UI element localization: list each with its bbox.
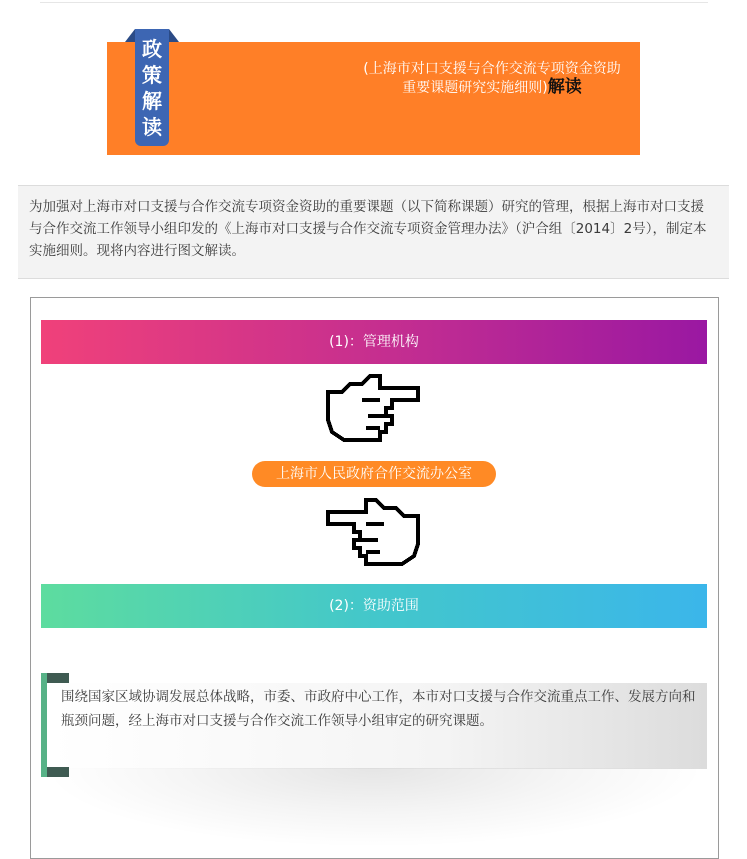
intro-text: 为加强对上海市对口支援与合作交流专项资金资助的重要课题（以下简称课题）研究的管理，根据上海市对口支援与合作交流工作领导小组印发的《上海市对口支援与合作交流专项资金管理办法》（沪合组〔2014〕2号），制定本实施细则。现将内容进行图文解读。 bbox=[29, 199, 707, 259]
intro-box bbox=[18, 185, 729, 279]
policy-banner bbox=[107, 42, 640, 155]
policy-tab-text: 政策解读 bbox=[142, 36, 162, 139]
policy-tab-label bbox=[135, 29, 169, 146]
quote-accent-bar bbox=[41, 673, 47, 777]
pointing-hand-left-icon bbox=[322, 498, 424, 578]
section-header-management: (1)：管理机构 bbox=[41, 320, 707, 364]
quote-cap-top bbox=[47, 673, 69, 683]
banner-title-main: (上海市对口支援与合作交流专项资金资助重要课题研究实施细则) bbox=[363, 61, 621, 96]
pointing-hand-right-icon bbox=[322, 374, 424, 454]
scope-text: 围绕国家区域协调发展总体战略，市委、市政府中心工作，本市对口支援与合作交流重点工作、发展方向和瓶颈问题，经上海市对口支援与合作交流工作领导小组审定的研究课题。 bbox=[61, 689, 696, 729]
content-card bbox=[30, 297, 719, 859]
organization-badge: 上海市人民政府合作交流办公室 bbox=[252, 461, 496, 487]
top-divider bbox=[40, 0, 708, 3]
banner-title bbox=[357, 60, 627, 97]
banner-title-suffix: 解读 bbox=[547, 77, 582, 97]
section-header-scope: (2)：资助范围 bbox=[41, 584, 707, 628]
scope-quote bbox=[41, 673, 707, 783]
quote-shadow bbox=[41, 768, 707, 848]
